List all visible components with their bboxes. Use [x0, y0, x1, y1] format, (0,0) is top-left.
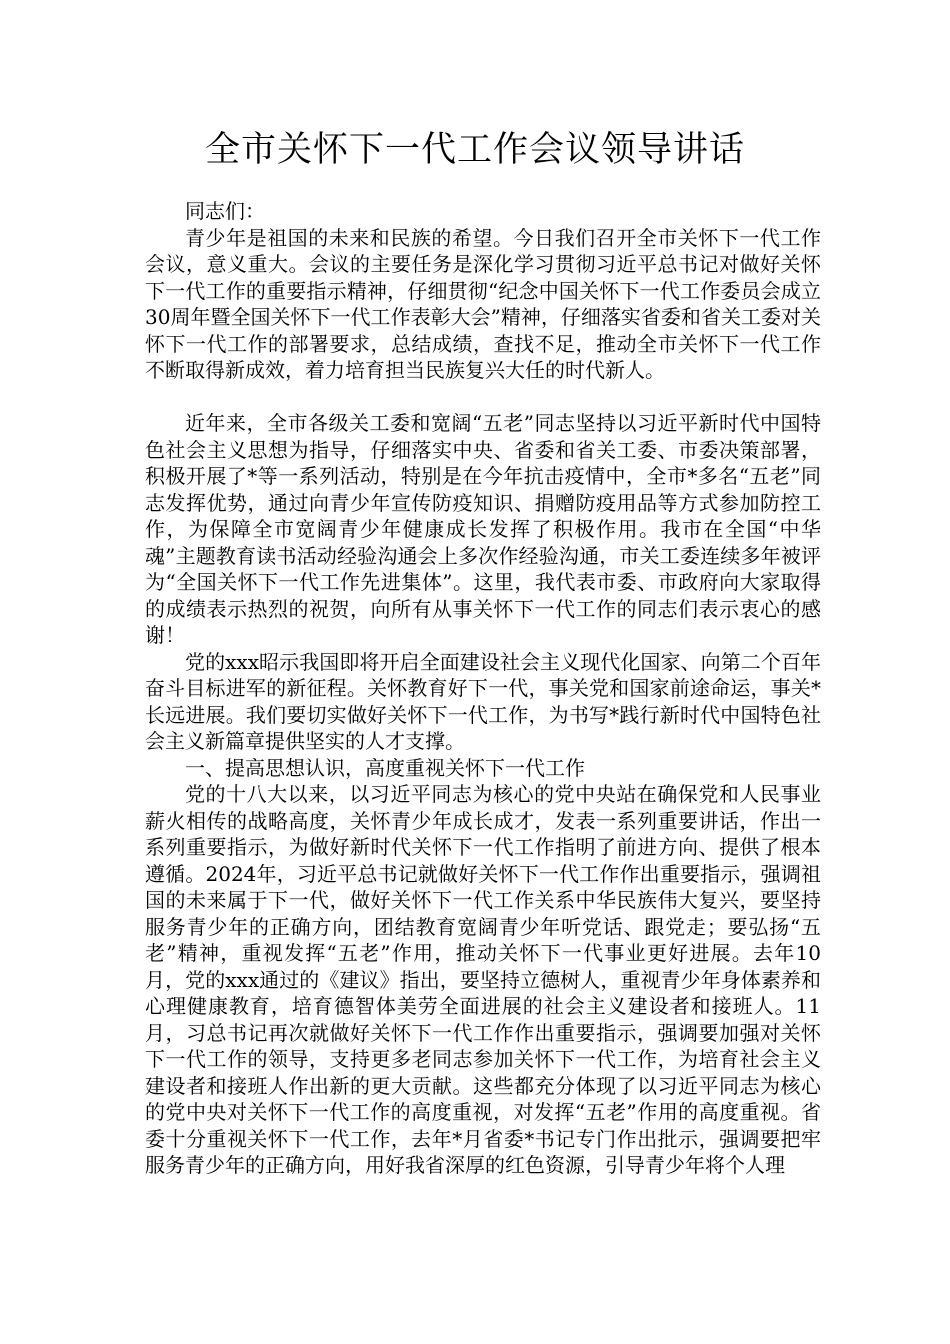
- document-body: [145, 198, 821, 1179]
- body-paragraph: 党的十八大以来，以习近平同志为核心的党中央站在确保党和人民事业薪火相传的战略高度，关怀青少年成长成才，发表一系列重要讲话，作出一系列重要指示，为做好新时代关怀下一代工作指明了前进方向、提供了根本遵循。2024年，习近平总书记就做好关怀下一代工作作出重要指示，强调祖国的未来属于下一代，做好关怀下一代工作关系中华民族伟大复兴，要坚持服务青少年的正确方向，团结教育宽阔青少年听党话、跟党走；要弘扬“五老”精神，重视发挥“五老”作用，推动关怀下一代事业更好进展。去年10月，党的xxx通过的《建议》指出，要坚持立德树人，重视青少年身体素养和心理健康教育，培育德智体美劳全面进展的社会主义建设者和接班人。11月，习总书记再次就做好关怀下一代工作作出重要指示，强调要加强对关怀下一代工作的领导，支持更多老同志参加关怀下一代工作，为培育社会主义建设者和接班人作出新的更大贡献。这些都充分体现了以习近平同志为核心的党中央对关怀下一代工作的高度重视，对发挥“五老”作用的高度重视。省委十分重视关怀下一代工作，去年*月省委*书记专门作出批示，强调要把牢服务青少年的正确方向，用好我省深厚的红色资源，引导青少年将个人理: [145, 782, 821, 1177]
- body-paragraph: 近年来，全市各级关工委和宽阔“五老”同志坚持以习近平新时代中国特色社会主义思想为指导，仔细落实中央、省委和省关工委、市委决策部署，积极开展了*等一系列活动，特别是在今年抗击疫情中，全市*多名“五老”同志发挥优势，通过向青少年宣传防疫知识、捐赠防疫用品等方式参加防控工作，为保障全市宽阔青少年健康成长发挥了积极作用。我市在全国“中华魂”主题教育读书活动经验沟通会上多次作经验沟通，市关工委连续多年被评为“全国关怀下一代工作先进集体”。这里，我代表市委、市政府向大家取得的成绩表示热烈的祝贺，向所有从事关怀下一代工作的同志们表示衷心的感谢！: [145, 411, 821, 647]
- body-paragraph: 青少年是祖国的未来和民族的希望。今日我们召开全市关怀下一代工作会议，意义重大。会议的主要任务是深化学习贯彻习近平总书记对做好关怀下一代工作的重要指示精神，仔细贯彻“纪念中国关怀下一代工作委员会成立30周年暨全国关怀下一代工作表彰大会”精神，仔细落实省委和省关工委对关怀下一代工作的部署要求，总结成绩，查找不足，推动全市关怀下一代工作不断取得新成效，着力培育担当民族复兴大任的时代新人。: [145, 225, 821, 382]
- body-paragraph: 党的xxx昭示我国即将开启全面建设社会主义现代化国家、向第二个百年奋斗目标进军的新征程。关怀教育好下一代，事关党和国家前途命运，事关*长远进展。我们要切实做好关怀下一代工作，为书写*践行新时代中国特色社会主义新篇章提供坚实的人才支撑。: [145, 649, 821, 753]
- salutation-paragraph: 同志们：: [185, 199, 265, 223]
- document-title: 全市关怀下一代工作会议领导讲话: [204, 130, 745, 170]
- section-heading: 一、提高思想认识，高度重视关怀下一代工作: [185, 755, 585, 780]
